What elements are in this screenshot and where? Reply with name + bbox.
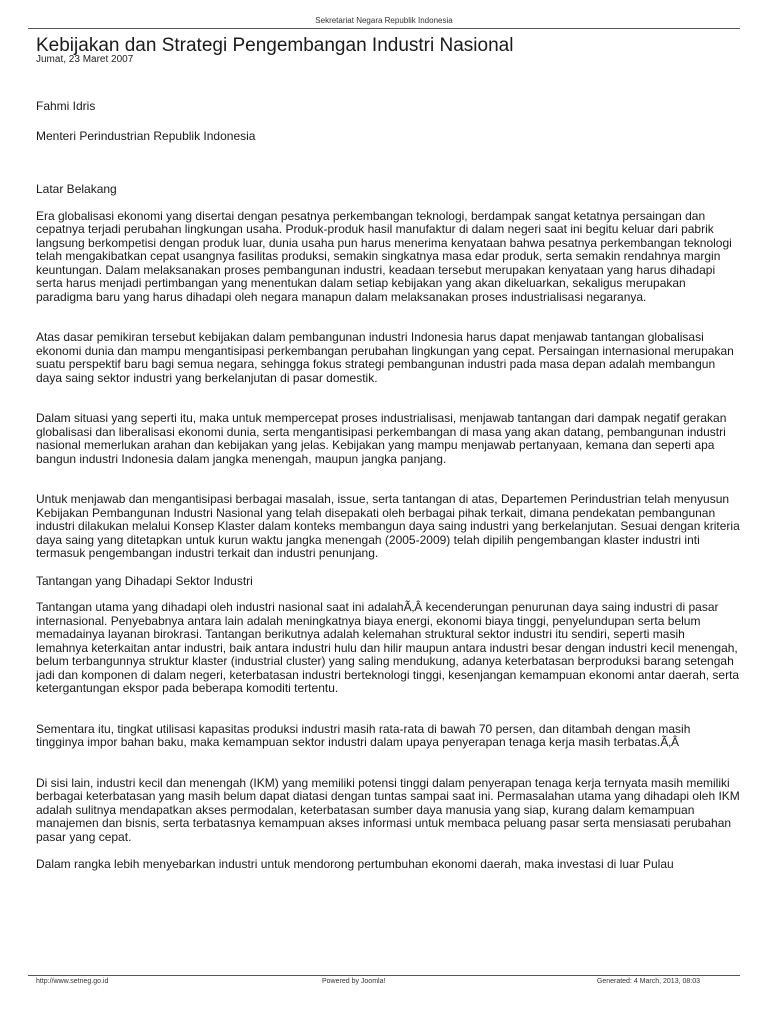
paragraph: Atas dasar pemikiran tersebut kebijakan dalam pembangunan industri Indonesia harus dapat menjawab tantangan globalisasi ekonomi dunia dan mampu mengantisipasi perkembangan perubahan lingkungan yang cepat. Persaingan internasional merupakan suatu perspektif baru bagi semua negara, sehingga fokus strategi pembangunan industri pada masa depan adalah membangun daya saing sektor industri yang berkelanjutan di pasar domestik. [36, 330, 734, 385]
paragraph: Untuk menjawab dan mengantisipasi berbagai masalah, issue, serta tantangan di atas, Departemen Perindustrian telah menyusun Kebijakan Pembangunan Industri Nasional yang telah disepakati oleh berbagai pihak terkait, dimana pendekatan pembangunan industri dilakukan melalui Konsep Klaster dalam konteks membangun daya saing industri yang berkelanjutan. Sesuai dengan kriteria daya saing yang ditetapkan untuk kurun waktu jangka menengah (2005-2009) telah dipilih pengembangan klaster industri inti termasuk pengembangan industri terkait dan industri penunjang. [36, 492, 740, 560]
section-heading-tantangan: Tantangan yang Dihadapi Sektor Industri [36, 573, 253, 588]
site-header-source: Sekretariat Negara Republik Indonesia [315, 16, 453, 25]
author-name: Fahmi Idris [36, 100, 96, 113]
paragraph: Sementara itu, tingkat utilisasi kapasitas produksi industri masih rata-rata di bawah 70 persen, dan ditambah dengan masih tingginya impor bahan baku, maka kemampuan sektor industri dalam upaya penyerapan tenaga kerja masih terbatas.Ã‚Â [36, 721, 691, 749]
paragraph: Era globalisasi ekonomi yang disertai dengan pesatnya perkembangan teknologi, berdampak sangat ketatnya persaingan dan cepatnya terjadi perubahan lingkungan usaha. Produk-produk hasil manufaktur di dalam negeri saat ini begitu keluar dari pabrik langsung berkompetisi dengan produk luar, dunia usaha pun harus menerima kenyataan bahwa pesatnya perkembangan teknologi telah mengakibatkan cepat usangnya fasilitas produksi, semakin singkatnya masa edar produk, serta semakin rendahnya margin keuntungan. Dalam melaksanakan proses pembangunan industri, keadaan tersebut merupakan kenyataan yang harus dihadapi serta harus menjadi pertimbangan yang menentukan dalam setiap kebijakan yang akan dikeluarkan, sekaligus merupakan paradigma baru yang harus dihadapi oleh negara manapun dalam melaksanakan proses industrialisasi negaranya. [36, 208, 732, 304]
author-position: Menteri Perindustrian Republik Indonesia [36, 128, 256, 143]
article-title: Kebijakan dan Strategi Pengembangan Industri Nasional [36, 35, 514, 56]
paragraph: Tantangan utama yang dihadapi oleh industri nasional saat ini adalahÃ‚Â kecenderungan penurunan daya saing industri di pasar internasional. Penyebabnya antara lain adalah meningkatnya biaya energi, ekonomi biaya tinggi, penyelundupan serta belum memadainya layanan birokrasi. Tantangan berikutnya adalah kelemahan struktural sektor industri itu sendiri, seperti masih lemahnya keterkaitan antar industri, baik antara industri hulu dan hilir maupun antara industri besar dengan industri kecil menengah, belum terbangunnya struktur klaster (industrial cluster) yang saling mendukung, adanya keterbatasan berproduksi barang setengah jadi dan komponen di dalam negeri, keterbatasan industri berteknologi tinggi, kesenjangan kemampuan ekonomi antar daerah, serta ketergantungan ekspor pada beberapa komoditi tertentu. [36, 600, 740, 695]
article-date: Jumat, 23 Maret 2007 [36, 54, 134, 65]
section-heading-latar-belakang: Latar Belakang [36, 182, 117, 196]
footer-generated-date: Generated: 4 March, 2013, 08:03 [596, 978, 700, 985]
footer-powered-by: Powered by Joomla! [322, 978, 386, 985]
header-divider [28, 28, 740, 29]
paragraph: Dalam situasi yang seperti itu, maka untuk mempercepat proses industrialisasi, menjawab tantangan dari dampak negatif gerakan globalisasi dan liberalisasi ekonomi dunia, serta mengantisipasi perkembangan di masa yang akan datang, pembangunan industri nasional memerlukan arahan dan kebijakan yang jelas. Kebijakan yang mampu menjawab pertanyaan, kemana dan seperti apa bangun industri Indonesia dalam jangka menengah, maupun jangka panjang. [36, 411, 727, 466]
footer-url-link[interactable]: http://www.setneg.go.id [36, 978, 109, 985]
footer-divider [28, 975, 740, 976]
article-body [36, 100, 740, 974]
paragraph: Dalam rangka lebih menyebarkan industri untuk mendorong pertumbuhan ekonomi daerah, maka investasi di luar Pulau [36, 857, 674, 871]
paragraph: Di sisi lain, industri kecil dan menengah (IKM) yang memiliki potensi tinggi dalam penyerapan tenaga kerja ternyata masih memiliki berbagai keterbatasan yang masih belum dapat diatasi dengan tuntas sampai saat ini. Permasalahan utama yang dihadapi oleh IKM adalah sulitnya mendapatkan akses permodalan, keterbatasan sumber daya manusia yang siap, kurang dalam kemampuan manajemen dan bisnis, serta terbatasnya kemampuan akses informasi untuk membaca peluang pasar serta mensiasati perubahan pasar yang cepat. [36, 775, 740, 844]
